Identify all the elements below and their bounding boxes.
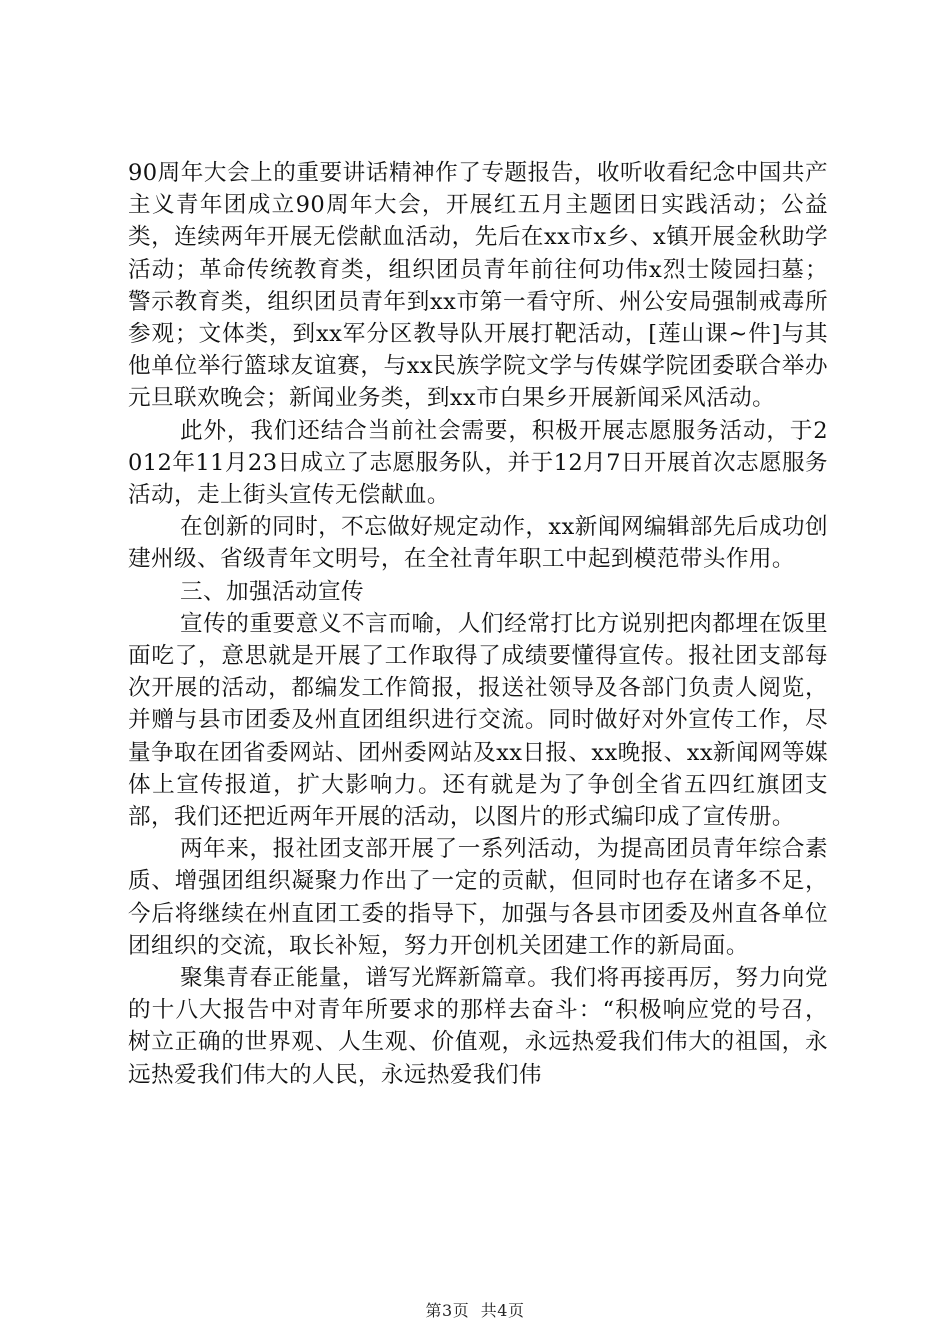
paragraph-activities-list: 90周年大会上的重要讲话精神作了专题报告，收听收看纪念中国共产主义青年团成立90周年大会，开展红五月主题团日实践活动；公益类，连续两年开展无偿献血活动，先后在xx市x乡、x镇开展金秋助学活动；革命传统教育类，组织团员青年前往何功伟x烈士陵园扫墓；警示教育类，组织团员青年到xx市第一看守所、州公安局强制戒毒所参观；文体类，到xx军分区教导队开展打靶活动，[莲山课~件]与其他单位举行篮球友谊赛，与xx民族学院文学与传媒学院团委联合举办元旦联欢晚会；新闻业务类，到xx市白果乡开展新闻采风活动。 xyxy=(128,160,828,412)
paragraph-volunteer-service: 此外，我们还结合当前社会需要，积极开展志愿服务活动，于2012年11月23日成立了志愿服务队，并于12月7日开展首次志愿服务活动，走上街头宣传无偿献血。 xyxy=(128,417,828,509)
paragraph-publicity: 宣传的重要意义不言而喻，人们经常打比方说别把肉都埋在饭里面吃了，意思就是开展了工作取得了成绩要懂得宣传。报社团支部每次开展的活动，都编发工作简报，报送社领导及各部门负责人阅览，并赠与县市团委及州直团组织进行交流。同时做好对外宣传工作，尽量争取在团省委网站、团州委网站及xx日报、xx晚报、xx新闻网等媒体上宣传报道，扩大影响力。还有就是为了争创全省五四红旗团支部，我们还把近两年开展的活动，以图片的形式编印成了宣传册。 xyxy=(128,610,828,831)
paragraph-summary: 两年来，报社团支部开展了一系列活动，为提高团员青年综合素质、增强团组织凝聚力作出了一定的贡献，但同时也存在诸多不足，今后将继续在州直团工委的指导下，加强与各县市团委及州直各单位团组织的交流，取长补短，努力开创机关团建工作的新局面。 xyxy=(128,836,828,959)
page-number: 第3页 xyxy=(425,1301,470,1320)
page-total: 共4页 xyxy=(480,1301,525,1320)
paragraph-closing: 聚集青春正能量，谱写光辉新篇章。我们将再接再厉，努力向党的十八大报告中对青年所要求的那样去奋斗：“积极响应党的号召，树立正确的世界观、人生观、价值观，永远热爱我们伟大的祖国，永远热爱我们伟大的人民，永远热爱我们伟 xyxy=(128,965,828,1088)
page-footer xyxy=(0,1298,950,1321)
section-heading-publicity: 三、加强活动宣传 xyxy=(180,578,364,605)
document-body xyxy=(128,157,828,1091)
paragraph-innovation: 在创新的同时，不忘做好规定动作，xx新闻网编辑部先后成功创建州级、省级青年文明号，在全社青年职工中起到模范带头作用。 xyxy=(128,514,828,573)
